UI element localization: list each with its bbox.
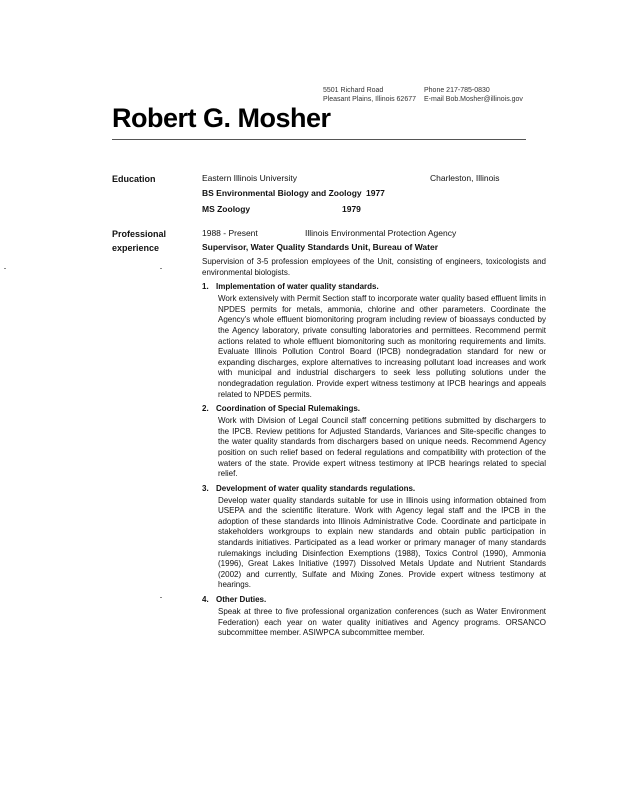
duty-text: Work with Division of Legal Council staff concerning petitions submitted by dischargers to the IPCB. Review petitions for Adjusted Standards, Variances and Site-specific changes to the water quality standards from dischargers based on unique needs. Recommend Agency position on such relief based on federal regulations and compatibility with protection of the waters of the state. Provide expert witness testimony at IPCB hearings related to special relief. — [218, 416, 546, 479]
education-label: Education — [112, 174, 156, 184]
email[interactable]: E-mail Bob.Mosher@illinois.gov — [424, 96, 523, 103]
duty-item — [202, 594, 546, 639]
duty-text: Develop water quality standards suitable for use in Illinois using information obtained from USEPA and the scientific literature. Work with Agency legal staff and the IPCB in the adoption of these standards into Illinois Administrative Code. Coordinate and participate in stakeholders workgroups to explain new standards and obtain public participation in standards initiatives. Participated as a lead worker or primary manager of many standards rulemakings including Disinfection Exemptions (1988), Toxics Control (1990), Ammonia (1996), Great Lakes Initiative (1997) Dissolved Metals Update and Nutrient Standards (2002) and currently, Sulfate and Mixing Zones. Provide expert witness testimony at hearings. — [218, 495, 546, 590]
scan-speck — [4, 268, 6, 269]
duty-number: 3. — [202, 483, 209, 493]
experience-details — [202, 257, 546, 639]
duty-heading-row — [202, 594, 546, 605]
duty-heading-row — [202, 281, 546, 292]
education-school: Eastern Illinois University — [202, 173, 297, 183]
scan-speck — [160, 268, 162, 269]
address-line-1: 5501 Richard Road — [323, 87, 384, 94]
duty-number: 2. — [202, 404, 209, 414]
duty-item — [202, 281, 546, 400]
duty-number: 1. — [202, 282, 209, 292]
header-divider — [112, 139, 526, 140]
scan-speck — [160, 597, 162, 598]
phone: Phone 217-785-0830 — [424, 87, 490, 94]
duty-text: Speak at three to five professional organization conferences (such as Water Environment Federation) each year on water quality initiatives and Agency programs. ORSANCO subcommittee member. ASIWPCA subcommittee member. — [218, 607, 546, 638]
experience-employer: Illinois Environmental Protection Agency — [305, 228, 457, 238]
duty-heading: Coordination of Special Rulemakings. — [216, 404, 361, 414]
duty-heading: Other Duties. — [216, 595, 267, 605]
duty-item — [202, 403, 546, 480]
experience-label-line1: Professional — [112, 229, 167, 239]
duty-item — [202, 483, 546, 591]
degree-1: BS Environmental Biology and Zoology — [202, 188, 362, 198]
contact-address — [323, 86, 416, 104]
resume-name: Robert G. Mosher — [112, 103, 331, 133]
duty-number: 4. — [202, 595, 209, 605]
education-location: Charleston, Illinois — [430, 173, 500, 183]
degree-1-year: 1977 — [366, 188, 385, 198]
contact-phone-email — [424, 86, 523, 104]
duty-heading: Implementation of water quality standards. — [216, 282, 379, 292]
duty-text: Work extensively with Permit Section staff to incorporate water quality based effluent limits in NPDES permits for metals, ammonia, chlorine and other parameters. Coordinate the Agency's whole effluent biomonitoring program including review of bioassays conducted by the Agency laboratory, private consulting laboratories and permittees. Recommend permit actions related to whole effluent biomonitoring such as monitoring requirements and limits. Evaluate Illinois Pollution Control Board (IPCB) nondegradation standard for new or expanding discharges, explore alternatives to increasing pollutant load increases and work with municipal and industrial dischargers to seek less polluting solutions under the nondegradation regulation. Provide expert witness testimony at IPCB hearings and appeals related to NPDES permits. — [218, 294, 546, 399]
duty-heading: Development of water quality standards regulations. — [216, 483, 416, 493]
experience-dates: 1988 - Present — [202, 228, 258, 238]
duty-heading-row — [202, 483, 546, 494]
duty-heading-row — [202, 403, 546, 414]
experience-summary: Supervision of 3-5 profession employees of the Unit, consisting of engineers, toxicologists and environmental biologists. — [202, 257, 546, 277]
experience-label — [112, 227, 166, 255]
experience-label-line2: experience — [112, 243, 160, 253]
degree-2: MS Zoology — [202, 204, 251, 214]
degree-2-year: 1979 — [342, 204, 361, 214]
address-line-2: Pleasant Plains, Illinois 62677 — [323, 96, 417, 103]
experience-job-title: Supervisor, Water Quality Standards Unit, Bureau of Water — [202, 242, 438, 252]
